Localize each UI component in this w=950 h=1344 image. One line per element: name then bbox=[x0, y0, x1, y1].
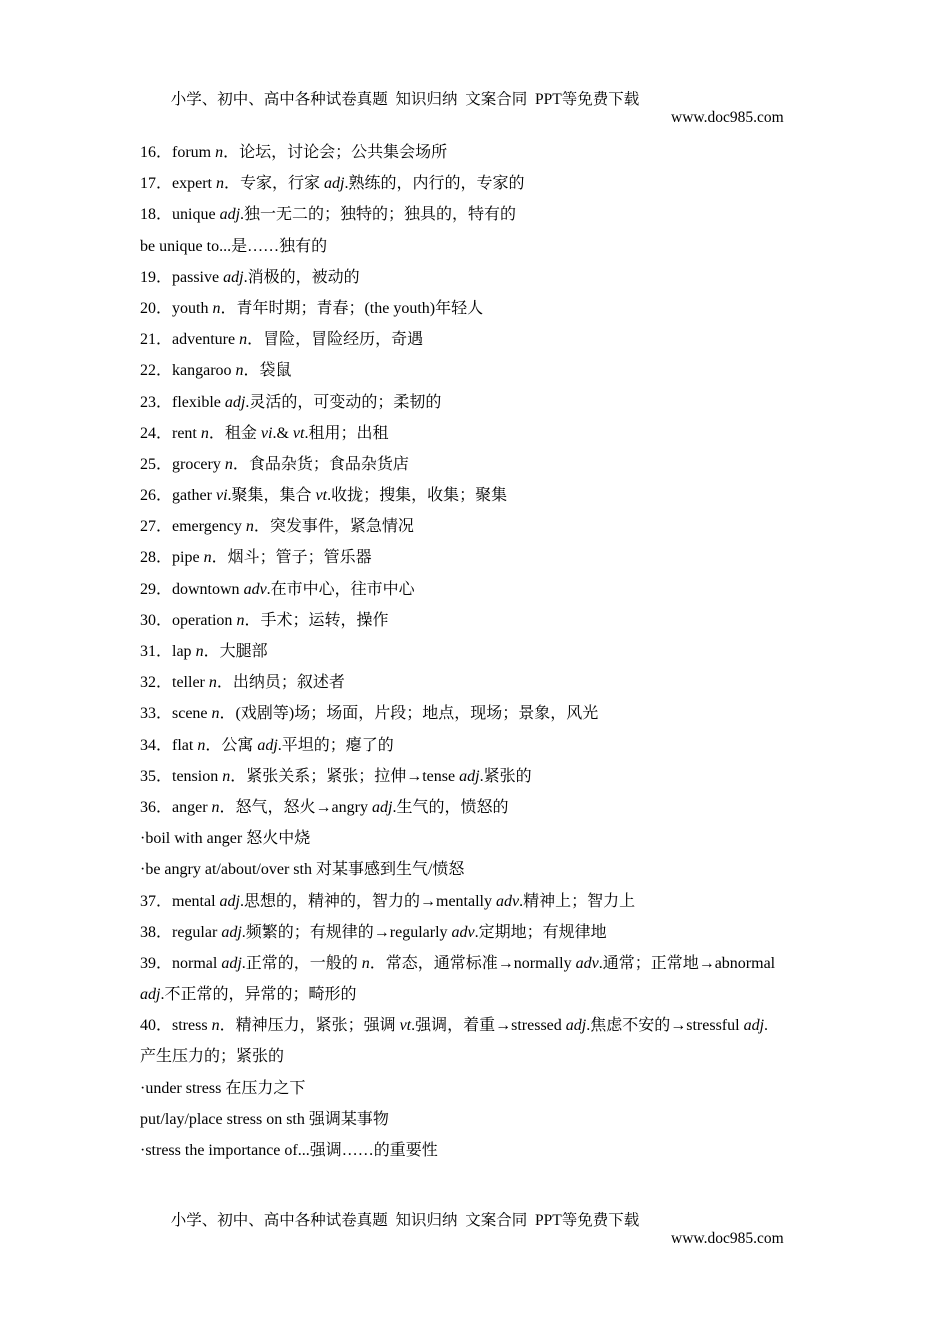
vocab-line bbox=[140, 168, 820, 199]
part-of-speech: n bbox=[215, 175, 224, 193]
part-of-speech: n bbox=[203, 549, 212, 567]
line-text: be unique to...是……独有的 bbox=[140, 237, 328, 255]
line-text: 39．normal bbox=[140, 954, 222, 972]
line-text: .独一无二的；独特的；独具的，特有的 bbox=[240, 206, 517, 224]
part-of-speech: n bbox=[208, 674, 217, 692]
part-of-speech: adj bbox=[219, 892, 240, 910]
part-of-speech: n bbox=[224, 455, 233, 473]
part-of-speech: adj bbox=[459, 767, 480, 785]
vocab-line bbox=[140, 199, 820, 230]
vocab-line bbox=[140, 449, 820, 480]
line-text: 23．flexible bbox=[140, 393, 225, 411]
part-of-speech: vt bbox=[315, 487, 328, 505]
part-of-speech: adv bbox=[243, 580, 267, 598]
footer-text: 小学、初中、高中各种试卷真题 知识归纳 文案合同 PPT等免费下载 bbox=[170, 1212, 640, 1229]
vocab-line bbox=[140, 1010, 820, 1041]
line-text: .正常的，一般的 bbox=[241, 954, 362, 972]
line-text: .精神上；智力上 bbox=[519, 892, 636, 910]
vocab-line bbox=[140, 854, 820, 885]
vocab-line bbox=[140, 387, 820, 418]
part-of-speech: adj bbox=[224, 393, 246, 411]
line-text: ．冒险，冒险经历，奇遇 bbox=[247, 331, 424, 349]
line-text: .熟练的，内行的，专家的 bbox=[344, 175, 525, 193]
page-header bbox=[163, 69, 803, 127]
line-text: 25．grocery bbox=[140, 455, 225, 473]
part-of-speech: n bbox=[197, 736, 206, 754]
line-text: .强调，着重→stressed bbox=[411, 1017, 566, 1035]
line-text: 34．flat bbox=[140, 736, 198, 754]
part-of-speech: n bbox=[361, 954, 370, 972]
page-footer bbox=[163, 1190, 803, 1248]
part-of-speech: adj bbox=[371, 798, 393, 816]
header-url: www.doc985.com bbox=[671, 109, 784, 126]
vocab-line bbox=[140, 698, 820, 729]
line-text: ．袋鼠 bbox=[243, 362, 292, 380]
vocab-line bbox=[140, 293, 820, 324]
vocab-line bbox=[140, 418, 820, 449]
part-of-speech: n bbox=[200, 424, 209, 442]
vocab-line bbox=[140, 948, 820, 979]
part-of-speech: adj bbox=[219, 206, 241, 224]
part-of-speech: vt bbox=[292, 424, 305, 442]
vocab-line bbox=[140, 355, 820, 386]
vocab-line bbox=[140, 605, 820, 636]
line-text: .在市中心，往市中心 bbox=[266, 580, 415, 598]
part-of-speech: adj bbox=[221, 954, 242, 972]
part-of-speech: n bbox=[236, 611, 245, 629]
line-text: 29．downtown bbox=[140, 580, 244, 598]
vocab-line bbox=[140, 231, 820, 262]
line-text: ．突发事件，紧急情况 bbox=[253, 518, 414, 536]
line-text: .通常；正常地→abnormal bbox=[598, 954, 776, 972]
part-of-speech: adv bbox=[496, 892, 520, 910]
vocab-line bbox=[140, 574, 820, 605]
line-text: ．专家，行家 bbox=[223, 175, 324, 193]
vocab-line bbox=[140, 1073, 820, 1104]
part-of-speech: n bbox=[211, 798, 220, 816]
part-of-speech: adj bbox=[565, 1017, 587, 1035]
line-text: ．大腿部 bbox=[203, 643, 268, 660]
line-text: ．烟斗；管子；管乐器 bbox=[211, 549, 372, 567]
header-text: 小学、初中、高中各种试卷真题 知识归纳 文案合同 PPT等免费下载 bbox=[170, 91, 640, 108]
line-text: 27．emergency bbox=[140, 518, 246, 536]
line-text: 18．unique bbox=[140, 206, 220, 224]
line-text: 22．kangaroo bbox=[140, 362, 236, 380]
vocab-line bbox=[140, 667, 820, 698]
line-text: 40．stress bbox=[140, 1017, 212, 1035]
line-text: ·under stress 在压力之下 bbox=[140, 1079, 306, 1097]
line-text: ．常态，通常标准→normally bbox=[369, 954, 576, 972]
line-text: 17．expert bbox=[140, 175, 216, 193]
part-of-speech: n bbox=[212, 299, 221, 317]
line-text: .& bbox=[272, 424, 293, 442]
vocab-line bbox=[140, 1104, 820, 1135]
vocab-line bbox=[140, 137, 820, 168]
line-text: ．紧张关系；紧张；拉伸→tense bbox=[230, 767, 460, 785]
part-of-speech: adj bbox=[324, 175, 345, 193]
line-text: 21．adventure bbox=[140, 331, 240, 349]
vocab-line bbox=[140, 480, 820, 511]
line-text: 24．rent bbox=[140, 424, 201, 442]
line-text: ·be angry at/about/over sth 对某事感到生气/愤怒 bbox=[140, 861, 465, 879]
vocab-line bbox=[140, 917, 820, 948]
line-text: ．食品杂货；食品杂货店 bbox=[232, 455, 409, 473]
vocab-line bbox=[140, 792, 820, 823]
line-text: ．租金 bbox=[208, 424, 261, 442]
part-of-speech: n bbox=[211, 1017, 220, 1035]
line-text: 19．passive bbox=[140, 268, 224, 286]
vocab-line bbox=[140, 1135, 820, 1166]
line-text: ．出纳员；叙述者 bbox=[216, 674, 345, 692]
vocab-line bbox=[140, 761, 820, 792]
line-text: .平坦的；瘪了的 bbox=[277, 736, 394, 754]
part-of-speech: adj bbox=[743, 1017, 765, 1035]
line-text: .紧张的 bbox=[479, 767, 532, 785]
part-of-speech: adj bbox=[140, 986, 161, 1004]
line-text: .灵活的，可变动的；柔韧的 bbox=[245, 393, 442, 411]
line-text: .定期地；有规律地 bbox=[474, 923, 607, 941]
line-text: ．手术；运转，操作 bbox=[244, 611, 389, 629]
line-text: .租用；出租 bbox=[304, 424, 389, 442]
vocab-line bbox=[140, 324, 820, 355]
part-of-speech: n bbox=[215, 144, 224, 161]
vocab-line bbox=[140, 979, 820, 1010]
line-text: ．怒气，怒火→angry bbox=[219, 798, 372, 816]
vocab-line bbox=[140, 262, 820, 293]
part-of-speech: n bbox=[195, 643, 204, 660]
line-text: 38．regular bbox=[140, 923, 222, 941]
line-text: 28．pipe bbox=[140, 549, 204, 567]
part-of-speech: vi bbox=[215, 487, 228, 505]
vocab-line bbox=[140, 636, 820, 667]
line-text: 31．lap bbox=[140, 643, 196, 660]
part-of-speech: adj bbox=[257, 736, 278, 754]
part-of-speech: adv bbox=[451, 923, 475, 941]
part-of-speech: n bbox=[235, 362, 244, 380]
line-text: put/lay/place stress on sth 强调某事物 bbox=[140, 1110, 389, 1128]
line-text: 35．tension bbox=[140, 767, 223, 785]
vocabulary-list bbox=[140, 137, 820, 1166]
line-text: 36．anger bbox=[140, 798, 212, 816]
line-text: ·stress the importance of...强调……的重要性 bbox=[140, 1142, 438, 1159]
vocab-line bbox=[140, 542, 820, 573]
line-text: .不正常的，异常的；畸形的 bbox=[160, 986, 357, 1004]
line-text: 20．youth bbox=[140, 299, 213, 317]
part-of-speech: adj bbox=[223, 268, 244, 286]
line-text: .思想的，精神的，智力的→mentally bbox=[240, 892, 496, 910]
line-text: ．论坛，讨论会；公共集会场所 bbox=[223, 144, 448, 161]
vocab-line bbox=[140, 511, 820, 542]
line-text: ．青年时期；青春；(the youth)年轻人 bbox=[220, 299, 484, 317]
part-of-speech: vt bbox=[399, 1017, 412, 1035]
part-of-speech: n bbox=[222, 767, 231, 785]
line-text: 33．scene bbox=[140, 705, 212, 723]
vocab-line bbox=[140, 730, 820, 761]
line-text: . bbox=[764, 1017, 769, 1035]
line-text: 37．mental bbox=[140, 892, 220, 910]
line-text: ．精神压力，紧张；强调 bbox=[219, 1017, 400, 1035]
line-text: .焦虑不安的→stressful bbox=[586, 1017, 744, 1035]
vocab-line bbox=[140, 823, 820, 854]
line-text: 30．operation bbox=[140, 611, 237, 629]
line-text: .收拢；搜集，收集；聚集 bbox=[327, 487, 508, 505]
line-text: 26．gather bbox=[140, 487, 216, 505]
line-text: .频繁的；有规律的→regularly bbox=[241, 923, 452, 941]
line-text: ．公寓 bbox=[205, 736, 258, 754]
line-text: ．(戏剧等)场；场面，片段；地点，现场；景象，风光 bbox=[219, 705, 599, 723]
line-text: 32．teller bbox=[140, 674, 209, 692]
line-text: .消极的，被动的 bbox=[243, 268, 360, 286]
part-of-speech: n bbox=[245, 518, 254, 536]
line-text: ·boil with anger 怒火中烧 bbox=[140, 830, 311, 848]
part-of-speech: n bbox=[211, 705, 220, 723]
part-of-speech: adj bbox=[221, 923, 242, 941]
vocab-line bbox=[140, 886, 820, 917]
part-of-speech: adv bbox=[575, 954, 599, 972]
line-text: 产生压力的；紧张的 bbox=[140, 1048, 285, 1066]
vocab-line bbox=[140, 1041, 820, 1072]
part-of-speech: n bbox=[239, 331, 248, 349]
part-of-speech: vi bbox=[260, 424, 273, 442]
line-text: .聚集，集合 bbox=[227, 487, 316, 505]
line-text: .生气的，愤怒的 bbox=[392, 798, 509, 816]
line-text: 16．forum bbox=[140, 144, 216, 161]
footer-url: www.doc985.com bbox=[671, 1230, 784, 1247]
